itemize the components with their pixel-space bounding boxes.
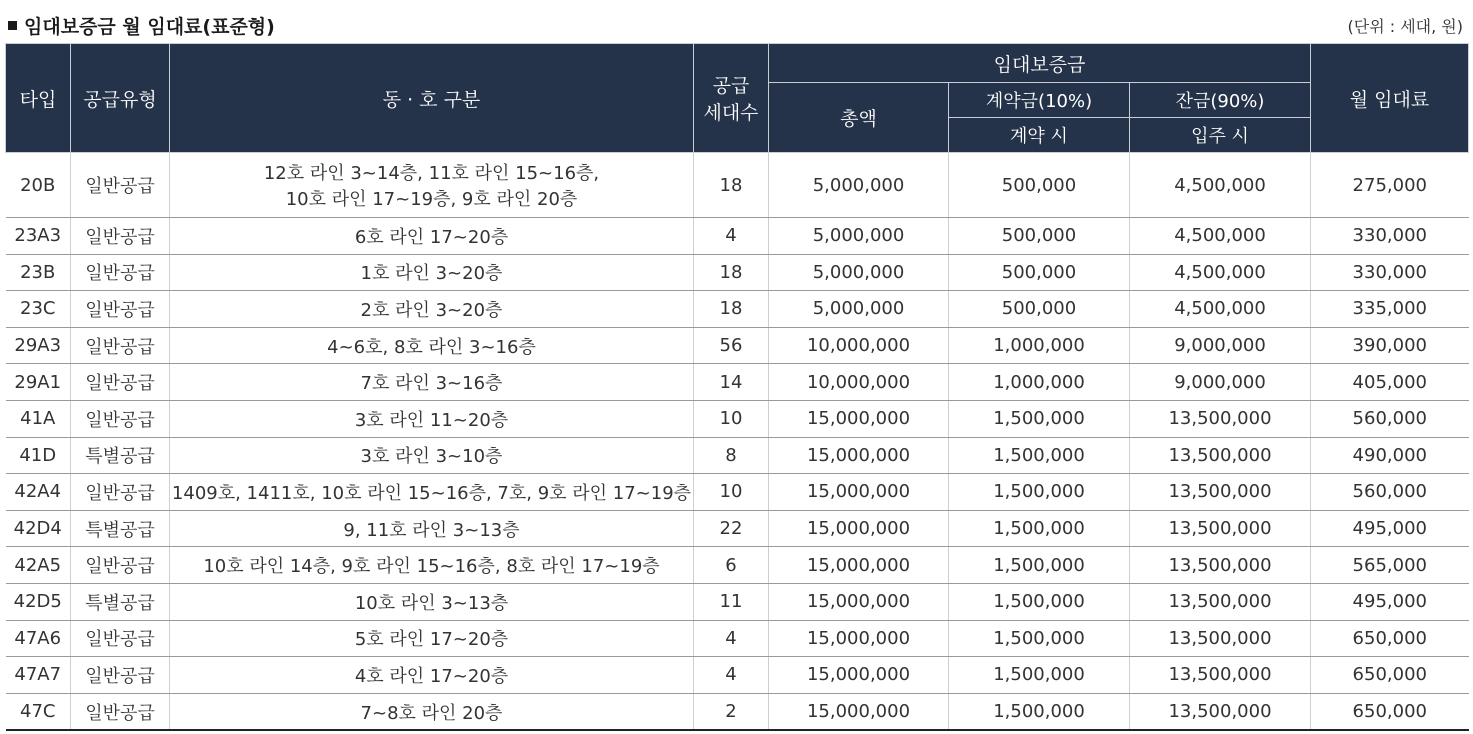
table-row [6,547,1469,584]
page-title [8,12,275,39]
cell-balance: 13,500,000 [1130,583,1311,620]
table-row [6,218,1469,255]
header-units-line2: 세대수 [703,102,759,124]
cell-total: 15,000,000 [769,547,949,584]
cell-dong-ho: 4~6호, 8호 라인 3~16층 [170,327,694,364]
cell-monthly: 390,000 [1311,327,1469,364]
cell-monthly: 565,000 [1311,547,1469,584]
cell-dong-ho-line2: 10호 라인 17~19층, 9호 라인 20층 [285,189,578,210]
cell-dong-ho: 2호 라인 3~20층 [170,291,694,328]
table-row [6,583,1469,620]
header-deposit: 임대보증금 [769,44,1311,83]
cell-contract: 1,000,000 [949,327,1130,364]
cell-units: 22 [694,510,769,547]
cell-type: 42D5 [6,583,71,620]
cell-supply-kind: 일반공급 [71,547,170,584]
cell-total: 15,000,000 [769,474,949,511]
cell-type: 23A3 [6,218,71,255]
cell-units: 11 [694,583,769,620]
cell-total: 5,000,000 [769,254,949,291]
cell-units: 56 [694,327,769,364]
cell-type: 42A4 [6,474,71,511]
cell-type: 29A3 [6,327,71,364]
cell-contract: 1,500,000 [949,474,1130,511]
cell-total: 15,000,000 [769,620,949,657]
header-monthly: 월 임대료 [1311,44,1469,153]
square-bullet-icon [8,21,17,30]
cell-contract: 1,500,000 [949,547,1130,584]
cell-balance: 13,500,000 [1130,400,1311,437]
cell-balance: 13,500,000 [1130,437,1311,474]
cell-supply-kind: 일반공급 [71,327,170,364]
cell-units: 18 [694,153,769,218]
cell-monthly: 650,000 [1311,620,1469,657]
cell-dong-ho: 9, 11호 라인 3~13층 [170,510,694,547]
cell-balance: 4,500,000 [1130,218,1311,255]
cell-type: 23C [6,291,71,328]
unit-note: (단위 : 세대, 원) [1347,17,1463,36]
rent-table [5,43,1469,731]
cell-monthly: 560,000 [1311,474,1469,511]
header-contract: 계약금(10%) [949,83,1130,118]
cell-dong-ho: 5호 라인 17~20층 [170,620,694,657]
cell-balance: 9,000,000 [1130,364,1311,401]
cell-monthly: 495,000 [1311,510,1469,547]
cell-supply-kind: 일반공급 [71,693,170,730]
cell-dong-ho [170,153,694,218]
header-units [694,44,769,153]
cell-dong-ho: 10호 라인 14층, 9호 라인 15~16층, 8호 라인 17~19층 [170,547,694,584]
cell-total: 15,000,000 [769,657,949,694]
cell-dong-ho: 1호 라인 3~20층 [170,254,694,291]
header-total: 총액 [769,83,949,153]
cell-units: 8 [694,437,769,474]
cell-units: 4 [694,657,769,694]
cell-balance: 4,500,000 [1130,291,1311,328]
header-balance-when: 입주 시 [1130,118,1311,153]
cell-total: 15,000,000 [769,400,949,437]
cell-contract: 1,500,000 [949,510,1130,547]
cell-total: 15,000,000 [769,583,949,620]
cell-dong-ho: 3호 라인 11~20층 [170,400,694,437]
cell-contract: 1,500,000 [949,693,1130,730]
cell-contract: 1,500,000 [949,583,1130,620]
cell-monthly: 495,000 [1311,583,1469,620]
page-title-text: 임대보증금 월 임대료(표준형) [24,16,275,38]
cell-units: 14 [694,364,769,401]
cell-total: 5,000,000 [769,218,949,255]
cell-units: 4 [694,218,769,255]
cell-dong-ho: 3호 라인 3~10층 [170,437,694,474]
cell-balance: 13,500,000 [1130,620,1311,657]
cell-type: 47C [6,693,71,730]
cell-contract: 1,000,000 [949,364,1130,401]
cell-monthly: 330,000 [1311,218,1469,255]
header-dong-ho: 동 · 호 구분 [170,44,694,153]
cell-balance: 4,500,000 [1130,254,1311,291]
cell-total: 15,000,000 [769,437,949,474]
cell-total: 10,000,000 [769,327,949,364]
cell-supply-kind: 일반공급 [71,620,170,657]
cell-dong-ho: 6호 라인 17~20층 [170,218,694,255]
cell-dong-ho: 10호 라인 3~13층 [170,583,694,620]
table-row [6,400,1469,437]
header-type: 타입 [6,44,71,153]
cell-contract: 500,000 [949,153,1130,218]
cell-balance: 13,500,000 [1130,474,1311,511]
cell-monthly: 335,000 [1311,291,1469,328]
cell-supply-kind: 일반공급 [71,657,170,694]
table-row [6,510,1469,547]
title-bar [8,10,1463,38]
header-supply-kind: 공급유형 [71,44,170,153]
header-balance: 잔금(90%) [1130,83,1311,118]
cell-supply-kind: 일반공급 [71,400,170,437]
cell-contract: 1,500,000 [949,437,1130,474]
cell-units: 10 [694,474,769,511]
table-row [6,364,1469,401]
cell-balance: 13,500,000 [1130,510,1311,547]
cell-dong-ho: 4호 라인 17~20층 [170,657,694,694]
table-row [6,474,1469,511]
cell-units: 18 [694,254,769,291]
table-row [6,620,1469,657]
cell-units: 18 [694,291,769,328]
table-header [6,44,1469,153]
table-row [6,693,1469,730]
cell-total: 15,000,000 [769,510,949,547]
table-row [6,291,1469,328]
header-units-line1: 공급 [712,75,750,97]
cell-total: 5,000,000 [769,291,949,328]
cell-supply-kind: 특별공급 [71,583,170,620]
cell-supply-kind: 일반공급 [71,364,170,401]
cell-supply-kind: 일반공급 [71,153,170,218]
cell-contract: 500,000 [949,291,1130,328]
cell-type: 41D [6,437,71,474]
cell-monthly: 650,000 [1311,693,1469,730]
cell-monthly: 490,000 [1311,437,1469,474]
cell-balance: 13,500,000 [1130,657,1311,694]
cell-type: 47A6 [6,620,71,657]
cell-balance: 9,000,000 [1130,327,1311,364]
cell-monthly: 650,000 [1311,657,1469,694]
cell-type: 29A1 [6,364,71,401]
cell-balance: 13,500,000 [1130,693,1311,730]
cell-balance: 4,500,000 [1130,153,1311,218]
cell-contract: 1,500,000 [949,400,1130,437]
cell-monthly: 330,000 [1311,254,1469,291]
cell-type: 23B [6,254,71,291]
cell-dong-ho: 7~8호 라인 20층 [170,693,694,730]
cell-type: 47A7 [6,657,71,694]
cell-type: 41A [6,400,71,437]
cell-dong-ho: 7호 라인 3~16층 [170,364,694,401]
cell-supply-kind: 특별공급 [71,510,170,547]
cell-supply-kind: 일반공급 [71,254,170,291]
cell-total: 5,000,000 [769,153,949,218]
table-row [6,254,1469,291]
cell-monthly: 560,000 [1311,400,1469,437]
cell-contract: 1,500,000 [949,620,1130,657]
cell-supply-kind: 일반공급 [71,474,170,511]
cell-supply-kind: 일반공급 [71,291,170,328]
cell-dong-ho-line1: 12호 라인 3~14층, 11호 라인 15~16층, [263,163,600,184]
table-row [6,327,1469,364]
cell-type: 20B [6,153,71,218]
cell-supply-kind: 특별공급 [71,437,170,474]
cell-total: 15,000,000 [769,693,949,730]
cell-total: 10,000,000 [769,364,949,401]
header-contract-when: 계약 시 [949,118,1130,153]
cell-balance: 13,500,000 [1130,547,1311,584]
table-row [6,153,1469,218]
cell-contract: 1,500,000 [949,657,1130,694]
table-body [6,153,1469,731]
cell-units: 2 [694,693,769,730]
cell-monthly: 275,000 [1311,153,1469,218]
table-row [6,437,1469,474]
cell-dong-ho: 1409호, 1411호, 10호 라인 15~16층, 7호, 9호 라인 17~19층 [170,474,694,511]
cell-supply-kind: 일반공급 [71,218,170,255]
table-row [6,657,1469,694]
cell-type: 42A5 [6,547,71,584]
cell-contract: 500,000 [949,254,1130,291]
cell-contract: 500,000 [949,218,1130,255]
cell-units: 10 [694,400,769,437]
cell-type: 42D4 [6,510,71,547]
cell-units: 4 [694,620,769,657]
cell-monthly: 405,000 [1311,364,1469,401]
cell-units: 6 [694,547,769,584]
